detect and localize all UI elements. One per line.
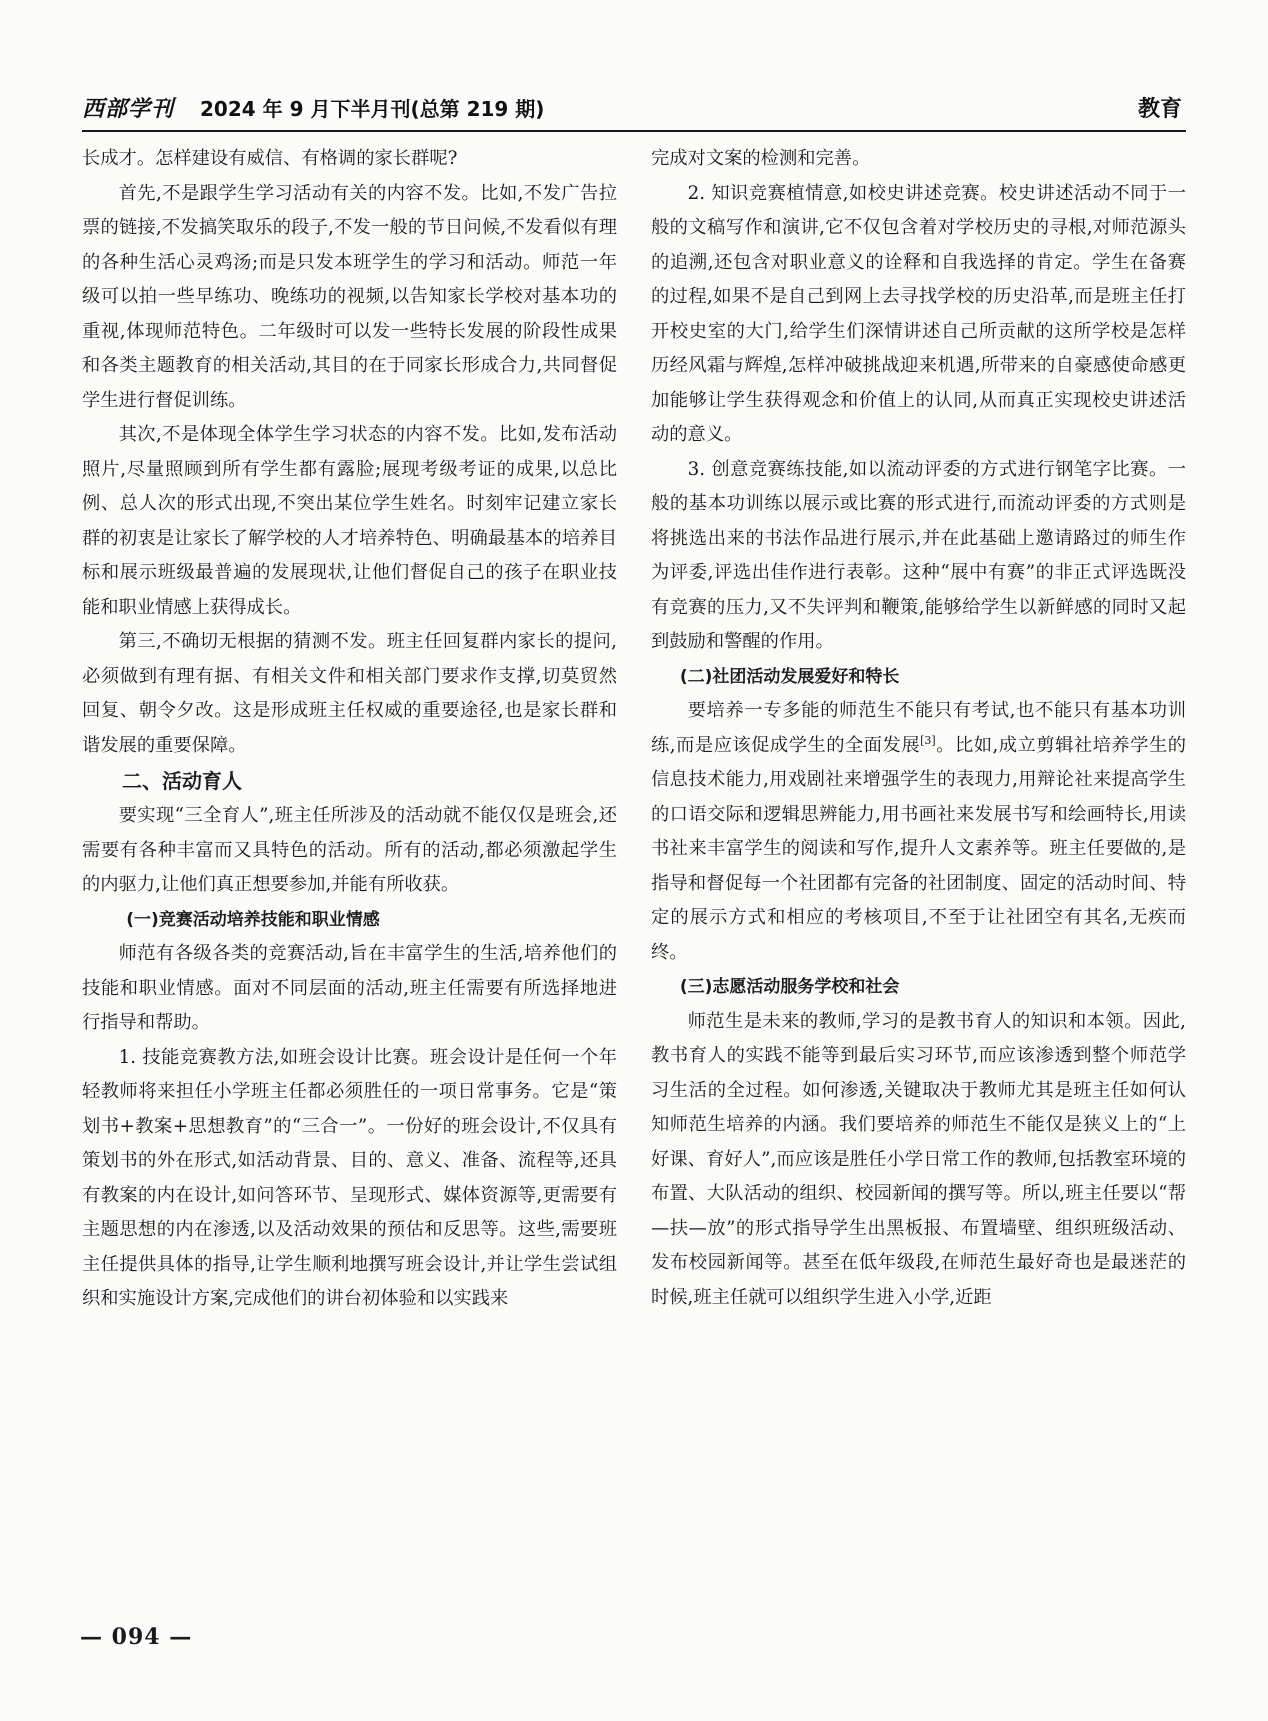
paragraph: 3. 创意竞赛练技能,如以流动评委的方式进行钢笔字比赛。一般的基本功训练以展示或比赛的形式进行,而流动评委的方式则是将挑选出来的书法作品进行展示,并在此基础上邀请路过的师生作为评委,评选出佳作进行表彰。这种“展中有赛”的非正式评选既没有竞赛的压力,又不失评判和鞭策,能够给学生以新鲜感的同时又起到鼓励和警醒的作用。 <box>651 458 1186 652</box>
paragraph <box>651 694 1186 970</box>
section-heading: 二、活动育人 <box>122 769 242 793</box>
subsection-heading: (二)社团活动发展爱好和特长 <box>679 666 900 687</box>
paragraph: 其次,不是体现全体学生学习状态的内容不发。比如,发布活动照片,尽量照顾到所有学生都有露脸;展现考级考证的成果,以总比例、总人次的形式出现,不突出某位学生姓名。时刻牢记建立家长群的初衷是让家长了解学校的人才培养特色、明确最基本的培养目标和展示班级最普遍的发展现状,让他们督促自己的孩子在职业技能和职业情感上获得成长。 <box>82 424 617 618</box>
page-number: — 094 — <box>80 1624 193 1650</box>
paragraph: 完成对文案的检测和完善。 <box>651 148 871 169</box>
paragraph: 要实现“三全育人”,班主任所涉及的活动就不能仅仅是班会,还需要有各种丰富而又具特色的活动。所有的活动,都必须激起学生的内驱力,让他们真正想要参加,并能有所收获。 <box>82 805 617 895</box>
paragraph: 1. 技能竞赛教方法,如班会设计比赛。班会设计是任何一个年轻教师将来担任小学班主任都必须胜任的一项日常事务。它是“策划书+教案+思想教育”的“三合一”。一份好的班会设计,不仅具有策划书的外在形式,如活动背景、目的、意义、准备、流程等,还具有教案的内在设计,如问答环节、呈现形式、媒体资源等,更需要有主题思想的内在渗透,以及活动效果的预估和反思等。这些,需要班主任提供具体的指导,让学生顺利地撰写班会设计,并让学生尝试组织和实施设计方案,完成他们的讲台初体验和以实践来 <box>82 1046 617 1309</box>
paragraph: 首先,不是跟学生学习活动有关的内容不发。比如,不发广告拉票的链接,不发搞笑取乐的段子,不发一般的节日问候,不发看似有理的各种生活心灵鸡汤;而是只发本班学生的学习和活动。师范一年级可以拍一些早练功、晚练功的视频,以告知家长学校对基本功的重视,体现师范特色。二年级时可以发一些特长发展的阶段性成果和各类主题教育的相关活动,其目的在于同家长形成合力,共同督促学生进行督促训练。 <box>82 182 617 411</box>
citation-ref[interactable]: [3] <box>920 733 936 747</box>
paragraph: 师范有各级各类的竞赛活动,旨在丰富学生的生活,培养他们的技能和职业情感。面对不同层面的活动,班主任需要有所选择地进行指导和帮助。 <box>82 943 617 1033</box>
subsection-heading: (三)志愿活动服务学校和社会 <box>679 977 900 997</box>
issue-info: 2024 年 9 月下半月刊(总第 219 期) <box>200 97 545 121</box>
paragraph: 长成才。怎样建设有威信、有格调的家长群呢? <box>82 148 458 169</box>
paragraph-text: 。比如,成立剪辑社培养学生的信息技术能力,用戏剧社来增强学生的表现力,用辩论社来提高学生的口语交际和逻辑思辨能力,用书画社来发展书写和绘画特长,用读书社来丰富学生的阅读和写作,提升人文素养等。班主任要做的,是指导和督促每一个社团都有完备的社团制度、固定的活动时间、特定的展示方式和相应的考核项目,不至于让社团空有其名,无疾而终。 <box>651 734 1187 963</box>
journal-logo: 西部学刊 <box>82 96 175 122</box>
paragraph-text: 要培养一专多能的师范生不能只有考试,也不能只有基本功训练,而是应该促成学生的全面发展 <box>651 700 1186 756</box>
subsection-heading: (一)竞赛活动培养技能和职业情感 <box>126 909 380 930</box>
left-column <box>82 142 617 1317</box>
paragraph: 2. 知识竞赛植情意,如校史讲述竞赛。校史讲述活动不同于一般的文稿写作和演讲,它不仅包含着对学校历史的寻根,对师范源头的追溯,还包含对职业意义的诠释和自我选择的肯定。学生在备赛的过程,如果不是自己到网上去寻找学校的历史沿革,而是班主任打开校史室的大门,给学生们深情讲述自己所贡献的这所学校是怎样历经风霜与辉煌,怎样冲破挑战迎来机遇,所带来的自豪感使命感更加能够让学生获得观念和价值上的认同,从而真正实现校史讲述活动的意义。 <box>651 182 1186 445</box>
page-header <box>82 90 1186 132</box>
paragraph: 师范生是未来的教师,学习的是教书育人的知识和本领。因此,教书育人的实践不能等到最后实习环节,而应该渗透到整个师范学习生活的全过程。如何渗透,关键取决于教师尤其是班主任如何认知师范生培养的内涵。我们要培养的师范生不能仅是狭义上的“上好课、育好人”,而应该是胜任小学日常工作的教师,包括教室环境的布置、大队活动的组织、校园新闻的撰写等。所以,班主任要以“帮—扶—放”的形式指导学生出黑板报、布置墙壁、组织班级活动、发布校园新闻等。甚至在低年级段,在师范生最好奇也是最迷茫的时候,班主任就可以组织学生进入小学,近距 <box>651 1010 1186 1308</box>
right-column <box>651 142 1186 1315</box>
section-name: 教育 <box>1137 97 1182 122</box>
paragraph: 第三,不确切无根据的猜测不发。班主任回复群内家长的提问,必须做到有理有据、有相关文件和相关部门要求作支撑,切莫贸然回复、朝令夕改。这是形成班主任权威的重要途径,也是家长群和谐发展的重要保障。 <box>82 631 617 756</box>
